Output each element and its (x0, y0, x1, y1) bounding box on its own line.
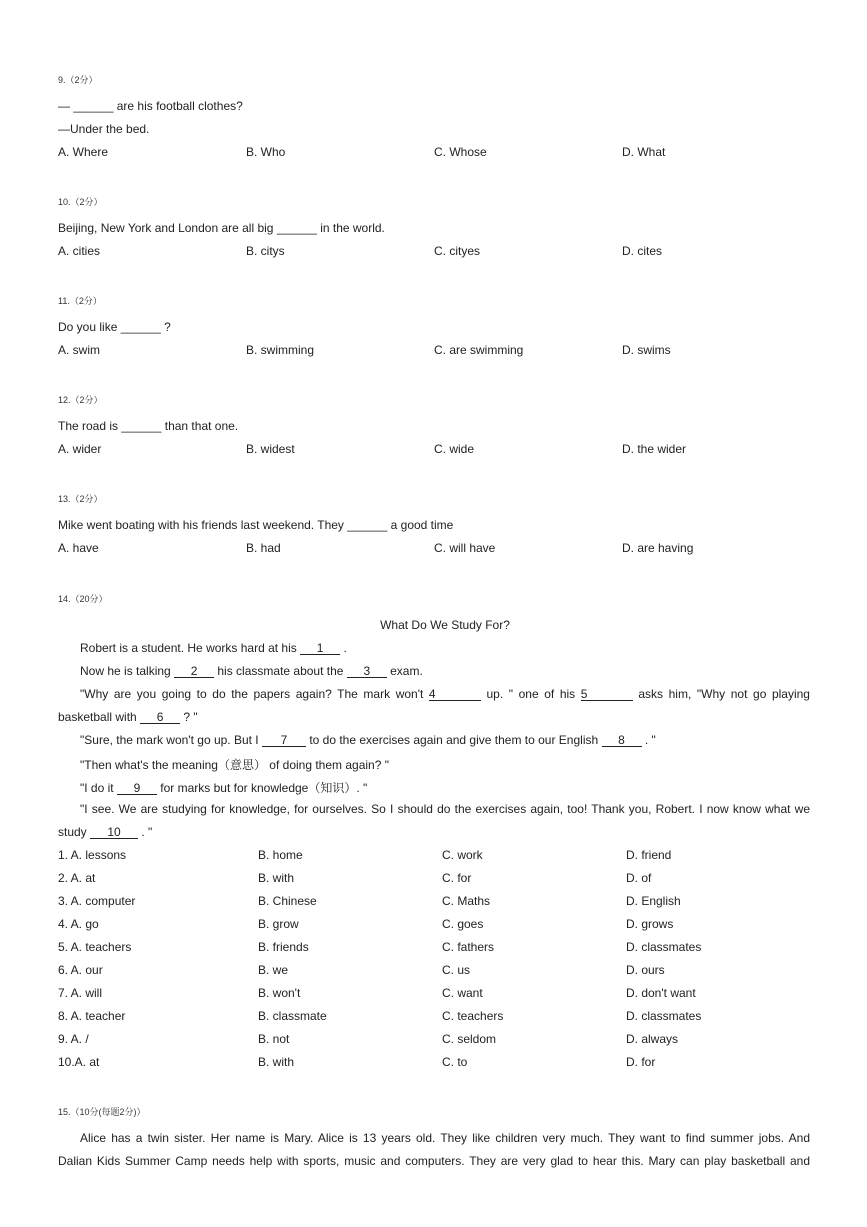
option-c[interactable]: C. to (442, 1055, 468, 1069)
passage-text: asks him, "Why not go playing (632, 687, 810, 701)
option-a[interactable]: A. swim (58, 343, 100, 357)
option-d[interactable]: D. What (622, 145, 666, 159)
passage-text: study (58, 825, 91, 839)
option-b[interactable]: B. had (246, 541, 281, 555)
option-c[interactable]: C. goes (442, 917, 484, 931)
option-d[interactable]: D. English (626, 894, 681, 908)
passage-text: "I do it (80, 781, 117, 795)
question-number: 11.（2分） (58, 296, 102, 306)
passage-text: Now he is talking (80, 664, 175, 678)
option-b[interactable]: B. grow (258, 917, 299, 931)
option-d[interactable]: D. friend (626, 848, 672, 862)
option-d[interactable]: D. cites (622, 244, 663, 258)
passage-line (80, 687, 810, 701)
passage-line (80, 779, 367, 796)
blank-7: 7 (262, 734, 306, 747)
option-b[interactable]: B. with (258, 871, 295, 885)
passage-line: Alice has a twin sister. Her name is Mary. Alice is 13 years old. They like children very much. They want to find summer jobs. And (80, 1131, 810, 1145)
option-a[interactable]: 3. A. computer (58, 894, 136, 908)
option-d[interactable]: D. classmates (626, 1009, 702, 1023)
option-c[interactable]: C. wide (434, 442, 475, 456)
option-b[interactable]: B. Chinese (258, 894, 317, 908)
passage-text: . " (138, 825, 153, 839)
passage-text: basketball with (58, 710, 141, 724)
option-b[interactable]: B. won't (258, 986, 301, 1000)
passage-text: . (340, 641, 347, 655)
option-c[interactable]: C. us (442, 963, 471, 977)
option-b[interactable]: B. swimming (246, 343, 315, 357)
passage-text: for marks but for knowledge（知识）. " (156, 781, 368, 795)
passage-line (58, 710, 198, 724)
passage-line: "Then what's the meaning（意思） of doing them again? " (80, 758, 389, 772)
blank-6: 6 (140, 711, 180, 724)
option-c[interactable]: C. are swimming (434, 343, 524, 357)
option-b[interactable]: B. not (258, 1032, 290, 1046)
question-stem: The road is ______ than that one. (58, 419, 239, 433)
passage-line (80, 641, 347, 655)
question-stem: Mike went boating with his friends last weekend. They ______ a good time (58, 518, 454, 532)
question-number: 14.（20分） (58, 594, 108, 604)
passage-text: "Sure, the mark won't go up. But I (80, 733, 262, 747)
question-stem: — ______ are his football clothes? (58, 99, 243, 113)
option-a[interactable]: 8. A. teacher (58, 1009, 126, 1023)
blank-9: 9 (117, 782, 157, 795)
blank-4: 4 (429, 688, 481, 701)
option-d[interactable]: D. classmates (626, 940, 702, 954)
blank-2: 2 (174, 665, 214, 678)
option-c[interactable]: C. fathers (442, 940, 495, 954)
option-c[interactable]: C. cityes (434, 244, 481, 258)
option-a[interactable]: A. Where (58, 145, 109, 159)
passage-text: his classmate about the (214, 664, 347, 678)
option-c[interactable]: C. will have (434, 541, 496, 555)
passage-text: to do the exercises again and give them to our English (305, 733, 602, 747)
option-b[interactable]: B. widest (246, 442, 295, 456)
passage-text: Robert is a student. He works hard at his (80, 641, 301, 655)
passage-text: . " (641, 733, 656, 747)
option-d[interactable]: D. always (626, 1032, 679, 1046)
option-d[interactable]: D. swims (622, 343, 671, 357)
option-d[interactable]: D. don't want (626, 986, 696, 1000)
passage-line (80, 664, 423, 678)
option-b[interactable]: B. we (258, 963, 289, 977)
passage-title: What Do We Study For? (380, 618, 510, 632)
option-d[interactable]: D. the wider (622, 442, 687, 456)
passage-text: "Why are you going to do the papers again? The mark won't (80, 687, 429, 701)
option-c[interactable]: C. Maths (442, 894, 491, 908)
option-d[interactable]: D. ours (626, 963, 665, 977)
option-b[interactable]: B. friends (258, 940, 309, 954)
question-stem: —Under the bed. (58, 122, 150, 136)
option-a[interactable]: 4. A. go (58, 917, 99, 931)
passage-text: ? " (180, 710, 198, 724)
option-b[interactable]: B. classmate (258, 1009, 327, 1023)
question-number: 13.（2分） (58, 494, 103, 504)
passage-line: "I see. We are studying for knowledge, for ourselves. So I should do the exercises again, too! Thank you, Robert. I now know what we (80, 802, 810, 816)
option-a[interactable]: A. have (58, 541, 99, 555)
passage-line (58, 825, 152, 839)
option-c[interactable]: C. teachers (442, 1009, 504, 1023)
option-b[interactable]: B. with (258, 1055, 295, 1069)
option-c[interactable]: C. seldom (442, 1032, 497, 1046)
option-a[interactable]: 1. A. lessons (58, 848, 127, 862)
option-a[interactable]: 6. A. our (58, 963, 103, 977)
option-c[interactable]: C. Whose (434, 145, 487, 159)
blank-8: 8 (602, 734, 642, 747)
passage-line (80, 733, 656, 747)
option-c[interactable]: C. work (442, 848, 483, 862)
question-number: 12.（2分） (58, 395, 103, 405)
option-d[interactable]: D. are having (622, 541, 694, 555)
option-b[interactable]: B. citys (246, 244, 285, 258)
option-a[interactable]: A. wider (58, 442, 102, 456)
question-number: 10.（2分） (58, 197, 103, 207)
option-b[interactable]: B. home (258, 848, 303, 862)
option-a[interactable]: A. cities (58, 244, 101, 258)
option-b[interactable]: B. Who (246, 145, 286, 159)
question-stem: Beijing, New York and London are all big ______ in the world. (58, 221, 385, 235)
option-c[interactable]: C. want (442, 986, 483, 1000)
option-c[interactable]: C. for (442, 871, 472, 885)
blank-10: 10 (90, 826, 138, 839)
option-a[interactable]: 2. A. at (58, 871, 96, 885)
question-number: 9.（2分） (58, 75, 98, 85)
option-d[interactable]: D. for (626, 1055, 656, 1069)
question-number: 15.（10分(每题2分)） (58, 1107, 146, 1117)
passage-line: Dalian Kids Summer Camp needs help with sports, music and computers. They are very glad to hear this. Mary can play basketball and (58, 1154, 810, 1168)
question-stem: Do you like ______ ? (58, 320, 171, 334)
option-d[interactable]: D. of (626, 871, 652, 885)
blank-3: 3 (347, 665, 387, 678)
blank-5: 5 (581, 688, 633, 701)
option-a[interactable]: 10.A. at (58, 1055, 100, 1069)
option-a[interactable]: 9. A. / (58, 1032, 89, 1046)
passage-text: exam. (386, 664, 423, 678)
passage-text: up. " one of his (480, 687, 581, 701)
option-d[interactable]: D. grows (626, 917, 674, 931)
option-a[interactable]: 5. A. teachers (58, 940, 132, 954)
option-a[interactable]: 7. A. will (58, 986, 103, 1000)
blank-1: 1 (300, 642, 340, 655)
